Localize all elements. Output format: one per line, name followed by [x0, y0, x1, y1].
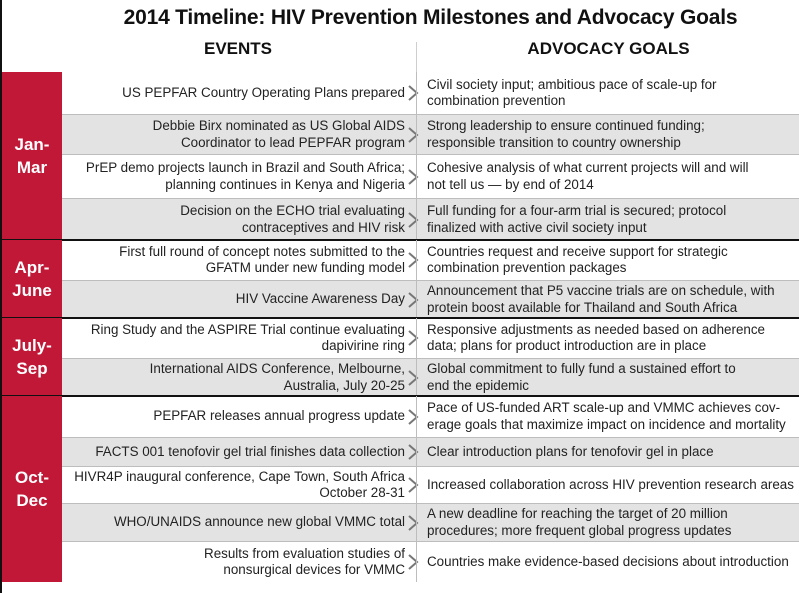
quarter-label — [0, 72, 62, 240]
event-cell — [62, 318, 407, 358]
text-line: data; plans for product introduction are in place — [427, 338, 707, 353]
chevron-right-icon — [406, 369, 420, 387]
text-line: US PEPFAR Country Operating Plans prepared — [122, 84, 405, 100]
text-line: Countries request and receive support for strategic — [427, 243, 728, 259]
event-cell — [62, 72, 407, 114]
text-line: combination prevention packages — [427, 260, 627, 275]
text-line: FACTS 001 tenofovir gel trial finishes data collection — [95, 443, 405, 459]
text-line: A new deadline for reaching the target of 20 million — [427, 506, 728, 521]
advocacy-goal-cell — [425, 115, 799, 154]
text-line: Dec — [16, 491, 48, 510]
text-line: Civil society input; ambitious pace of scale-up for — [427, 76, 717, 92]
advocacy-goals-column-header: ADVOCACY GOALS — [527, 39, 690, 58]
text-line: HIVR4P inaugural conference, Cape Town, South Africa — [74, 468, 405, 484]
event-cell — [62, 199, 407, 240]
advocacy-goal-cell — [425, 438, 799, 466]
advocacy-goal-cell — [425, 542, 799, 582]
column-divider — [416, 318, 417, 396]
chevron-right-icon — [406, 408, 420, 426]
text-line: Pace of US-funded ART scale-up and VMMC achieves cov- — [427, 400, 781, 415]
text-line: dapivirine ring — [321, 338, 405, 353]
quarter-label — [0, 396, 62, 582]
column-divider — [416, 240, 417, 318]
page-title: 2014 Timeline: HIV Prevention Milestones and Advocacy Goals — [123, 6, 738, 29]
advocacy-goal-cell — [425, 240, 799, 280]
text-line: Global commitment to fully fund a sustained effort to — [427, 361, 736, 376]
chevron-right-icon — [406, 168, 420, 186]
advocacy-goal-cell — [425, 396, 799, 437]
text-line: responsible transition to country ownership — [427, 134, 681, 150]
chevron-right-icon — [406, 251, 420, 269]
timeline-row — [62, 154, 799, 198]
text-line: PEPFAR releases annual progress update — [153, 408, 405, 424]
column-divider — [416, 396, 417, 582]
column-divider — [416, 42, 417, 72]
text-line: Sep — [16, 359, 48, 378]
events-column-header: EVENTS — [203, 39, 273, 58]
event-cell — [62, 396, 407, 437]
text-line: not tell us — by end of 2014 — [427, 176, 594, 192]
text-line: HIV Vaccine Awareness Day — [235, 291, 405, 307]
event-cell — [62, 438, 407, 466]
text-line: Strong leadership to ensure continued funding; — [427, 118, 705, 133]
timeline-row — [62, 240, 799, 280]
timeline-row — [62, 466, 799, 503]
timeline-row — [62, 358, 799, 396]
chevron-right-icon — [406, 126, 420, 144]
text-line: June — [12, 281, 52, 300]
text-line: Jan- — [14, 135, 50, 154]
event-cell — [62, 240, 407, 280]
column-divider — [416, 72, 417, 240]
advocacy-goal-cell — [425, 359, 799, 396]
advocacy-goal-cell — [425, 467, 799, 503]
timeline-row — [62, 318, 799, 358]
text-line: end the epidemic — [427, 377, 529, 393]
advocacy-goal-cell — [425, 281, 799, 318]
timeline-row — [62, 437, 799, 466]
chevron-right-icon — [406, 553, 420, 571]
text-line: finalized with active civil society input — [427, 219, 647, 235]
text-line: GFATM under new funding model — [205, 260, 405, 275]
text-line: Mar — [16, 158, 48, 177]
text-line: combination prevention — [427, 93, 566, 108]
event-cell — [62, 467, 407, 503]
text-line: International AIDS Conference, Melbourne, — [149, 361, 405, 376]
text-line: Australia, July 20-25 — [283, 377, 405, 393]
timeline-row — [62, 503, 799, 541]
timeline-row — [62, 396, 799, 437]
text-line: procedures; more frequent global progress updates — [427, 522, 732, 538]
text-line: contraceptives and HIV risk — [242, 219, 405, 235]
chevron-right-icon — [406, 329, 420, 347]
text-line: Apr- — [14, 258, 50, 277]
text-line: planning continues in Kenya and Nigeria — [165, 176, 405, 192]
timeline-row — [62, 72, 799, 114]
chevron-right-icon — [406, 84, 420, 102]
timeline-row — [62, 198, 799, 240]
quarter-label — [0, 318, 62, 396]
text-line: nonsurgical devices for VMMC — [223, 562, 405, 577]
text-line: First full round of concept notes submitted to the — [119, 243, 405, 259]
text-line: protein boost available for Thailand and South Africa — [427, 299, 738, 315]
text-line: Increased collaboration across HIV prevention research areas — [427, 476, 794, 492]
text-line: Clear introduction plans for tenofovir gel in place — [427, 443, 714, 459]
event-cell — [62, 359, 407, 396]
advocacy-goal-cell — [425, 199, 799, 240]
event-cell — [62, 504, 407, 541]
text-line: Cohesive analysis of what current projects will and will — [427, 160, 749, 175]
event-cell — [62, 542, 407, 582]
advocacy-goal-cell — [425, 504, 799, 541]
chevron-right-icon — [406, 211, 420, 229]
text-line: Responsive adjustments as needed based on adherence — [427, 321, 765, 337]
text-line: Announcement that P5 vaccine trials are on schedule, with — [427, 283, 775, 298]
timeline-row — [62, 541, 799, 582]
text-line: PrEP demo projects launch in Brazil and South Africa; — [85, 160, 405, 175]
text-line: Full funding for a four-arm trial is secured; protocol — [427, 203, 727, 218]
chevron-right-icon — [406, 514, 420, 532]
text-line: Countries make evidence-based decisions about introduction — [427, 553, 789, 569]
advocacy-goal-cell — [425, 72, 799, 114]
advocacy-goal-cell — [425, 318, 799, 358]
timeline-row — [62, 114, 799, 154]
text-line: July- — [12, 336, 52, 355]
text-line: Debbie Birx nominated as US Global AIDS — [152, 118, 405, 133]
event-cell — [62, 281, 407, 318]
event-cell — [62, 115, 407, 154]
text-line: Results from evaluation studies of — [204, 545, 405, 561]
text-line: Coordinator to lead PEPFAR program — [180, 134, 405, 150]
chevron-right-icon — [406, 443, 420, 461]
text-line: October 28-31 — [319, 485, 405, 500]
text-line: Decision on the ECHO trial evaluating — [180, 203, 405, 218]
timeline-row — [62, 280, 799, 318]
text-line: Ring Study and the ASPIRE Trial continue evaluating — [90, 321, 405, 337]
text-line: WHO/UNAIDS announce new global VMMC total — [114, 514, 405, 530]
chevron-right-icon — [406, 476, 420, 494]
quarter-label — [0, 240, 62, 318]
advocacy-goal-cell — [425, 155, 799, 198]
text-line: Oct- — [15, 468, 49, 487]
text-line: erage goals that maximize impact on incidence and mortality — [427, 416, 786, 432]
chevron-right-icon — [406, 291, 420, 309]
event-cell — [62, 155, 407, 198]
